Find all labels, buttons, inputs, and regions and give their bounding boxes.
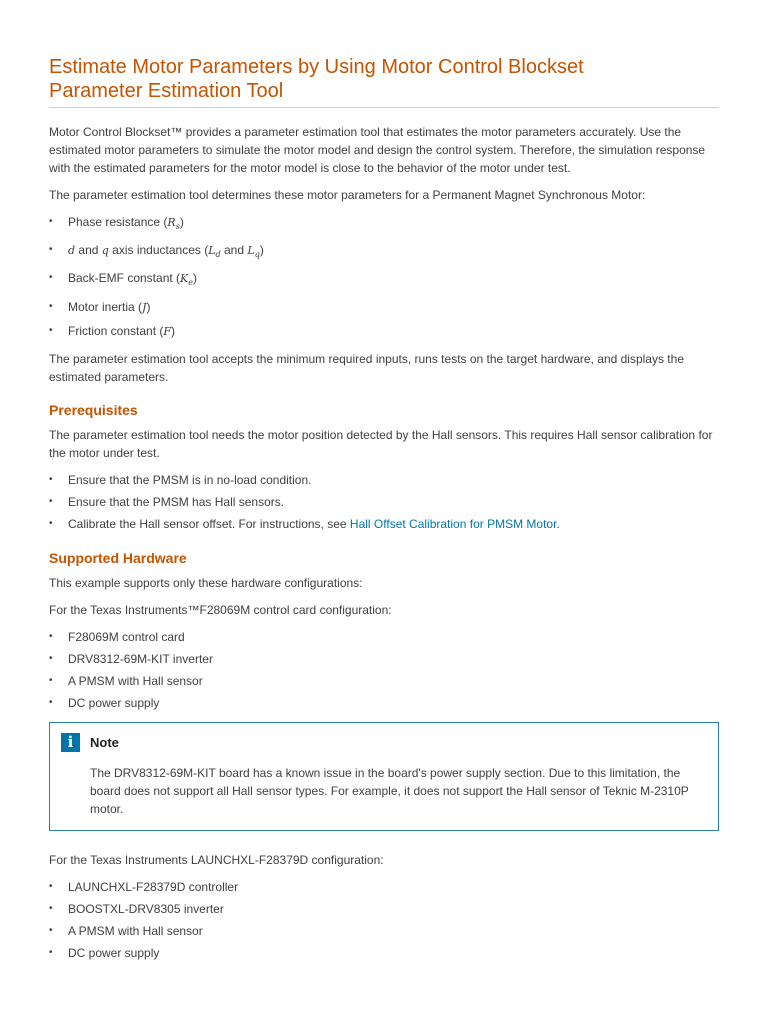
- title-line-1: Estimate Motor Parameters by Using Motor Control Blockset: [49, 56, 584, 78]
- math-d: d: [68, 244, 76, 258]
- list-item: • A PMSM with Hall sensor: [49, 922, 719, 940]
- list-item: • DRV8312-69M-KIT inverter: [49, 650, 719, 668]
- list-item-text: Friction constant: [68, 323, 157, 338]
- note-text: The DRV8312-69M-KIT board has a known issue in the board's power supply section. Due to this limitation, the board does not support all Hall sensor types. For example, it does not support the Hall sensor of Teknic M-2310P motor.: [90, 765, 689, 816]
- list-item-text: Phase resistance: [68, 215, 161, 229]
- list-item: • Back-EMF constant $(K_e)$: [49, 269, 719, 292]
- math-f: F: [163, 324, 172, 338]
- config1-paragraph: For the Texas Instruments™F28069M control card configuration:: [49, 602, 392, 617]
- math-ld: [208, 244, 221, 260]
- determines-paragraph: The parameter estimation tool determines these motor parameters for a Permanent Magnet Synchronous Motor:: [49, 188, 646, 202]
- list-item-text: Motor inertia: [68, 299, 135, 314]
- list-item-text: and: [78, 243, 99, 258]
- math-subscript: e: [188, 278, 193, 288]
- list-item: • Motor inertia (J): [49, 298, 719, 317]
- list-item: • Ensure that the PMSM has Hall sensors.: [49, 493, 719, 511]
- math-q: q: [101, 244, 109, 258]
- prerequisites-paragraph: The parameter estimation tool needs the motor position detected by the Hall sensors. This requires Hall sensor calibration for the motor under test.: [49, 427, 713, 460]
- info-icon: i: [61, 733, 80, 752]
- list-item: [49, 515, 719, 533]
- list-item: • A PMSM with Hall sensor: [49, 672, 719, 690]
- list-item-text: and: [224, 243, 245, 258]
- hall-offset-calibration-link[interactable]: Hall Offset Calibration for PMSM Motor: [349, 516, 557, 531]
- hardware-intro-paragraph: This example supports only these hardware configurations:: [49, 575, 363, 590]
- config2-paragraph: For the Texas Instruments LAUNCHXL-F28379D configuration:: [49, 852, 384, 867]
- list-item-text: Calibrate the Hall sensor offset. For instructions, see: [68, 516, 350, 531]
- list-item: • d and q axis inductances ($L_d$ and $L_q$): [49, 241, 719, 264]
- math-ke: [180, 272, 193, 288]
- math-rs: [167, 216, 180, 232]
- note-header: [61, 733, 706, 752]
- list-item: • LAUNCHXL-F28379D controller: [49, 878, 719, 896]
- math-lq: [247, 244, 260, 260]
- list-item: • DC power supply: [49, 944, 719, 962]
- accepts-paragraph: The parameter estimation tool accepts the minimum required inputs, runs tests on the target hardware, and displays the estimated parameters.: [49, 351, 684, 384]
- math-symbol: R: [167, 216, 176, 229]
- motor-parameter-list: [49, 213, 719, 341]
- page-title: [49, 0, 719, 103]
- prerequisites-list: [49, 471, 719, 533]
- list-item-text: axis inductances: [112, 243, 201, 258]
- math-subscript: s: [175, 222, 180, 232]
- note-title: Note: [90, 734, 119, 750]
- math-j: J: [142, 300, 147, 314]
- list-item: • Ensure that the PMSM is in no-load condition.: [49, 471, 719, 489]
- supported-hardware-heading: Supported Hardware: [49, 549, 187, 566]
- math-symbol: L: [247, 244, 255, 258]
- config1-list: [49, 628, 719, 712]
- math-symbol: L: [208, 244, 216, 258]
- list-item: • DC power supply: [49, 694, 719, 712]
- config2-list: [49, 878, 719, 962]
- math-subscript: d: [215, 250, 221, 260]
- list-item: • F28069M control card: [49, 628, 719, 646]
- intro-paragraph: Motor Control Blockset™ provides a parameter estimation tool that estimates the motor parameters accurately. Use the estimated motor parameters to simulate the motor model and design the control system. Therefore, the simulation response with the estimated parameters for the motor model is close to the behavior of the motor under test.: [49, 125, 706, 175]
- note-box: [49, 722, 719, 831]
- title-divider: [49, 107, 719, 108]
- list-item-text: .: [556, 516, 560, 531]
- math-subscript: q: [254, 250, 260, 260]
- list-item-text: Back-EMF constant: [68, 271, 173, 286]
- list-item: • BOOSTXL-DRV8305 inverter: [49, 900, 719, 918]
- list-item: • Phase resistance $(R_s)$: [49, 213, 719, 236]
- title-line-2: Parameter Estimation Tool: [49, 80, 284, 102]
- math-symbol: K: [180, 272, 189, 286]
- prerequisites-heading: Prerequisites: [49, 401, 138, 418]
- list-item: • Friction constant (F): [49, 322, 719, 341]
